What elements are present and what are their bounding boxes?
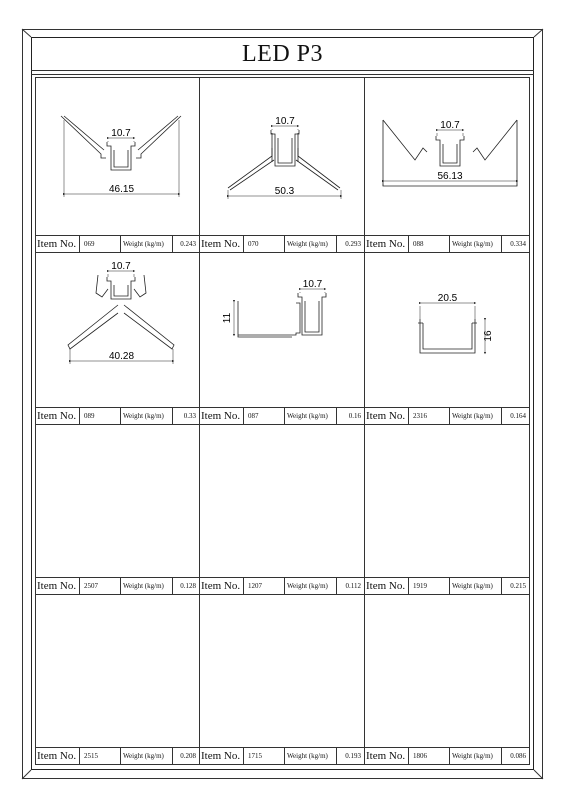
- item-no-value: 2515: [80, 748, 121, 764]
- weight-label: Weight (kg/m): [121, 748, 173, 764]
- weight-value: 0.112: [345, 582, 361, 590]
- profile-info-row: [36, 577, 199, 594]
- profile-info-row: [200, 577, 364, 594]
- weight-value: 0.128: [180, 582, 196, 590]
- weight-label: Weight (kg/m): [450, 578, 502, 594]
- item-no-label: Item No.: [200, 748, 244, 764]
- profile-cell: [200, 253, 365, 425]
- weight-label: Weight (kg/m): [285, 236, 337, 252]
- weight-label: Weight (kg/m): [121, 408, 173, 424]
- profile-cell: [365, 595, 530, 765]
- weight-label: Weight (kg/m): [121, 236, 173, 252]
- dimension-label: 10.7: [275, 116, 295, 127]
- dimension-label: 56.13: [437, 171, 463, 182]
- item-no-value: 087: [244, 408, 285, 424]
- item-no-value: 089: [80, 408, 121, 424]
- dimension-label: 11: [222, 312, 233, 324]
- profile-info-row: [36, 407, 199, 424]
- item-no-label: Item No.: [365, 408, 409, 424]
- item-no-label: Item No.: [36, 748, 80, 764]
- weight-label: Weight (kg/m): [450, 408, 502, 424]
- profile-info-row: [200, 747, 364, 764]
- item-no-value: 1806: [409, 748, 450, 764]
- profile-cell: [200, 595, 365, 765]
- dimension-label: 20.5: [437, 293, 458, 304]
- item-no-value: 088: [409, 236, 450, 252]
- dimension-label: 10.7: [440, 120, 460, 131]
- profile-cell: [35, 595, 200, 765]
- page-title: LED P3: [242, 41, 323, 67]
- dimension-label: 16: [483, 330, 494, 342]
- profile-info-row: [200, 235, 364, 252]
- item-no-value: 2316: [409, 408, 450, 424]
- item-no-label: Item No.: [365, 748, 409, 764]
- profile-cell: [365, 253, 530, 425]
- profile-drawing: [365, 595, 530, 749]
- weight-label: Weight (kg/m): [285, 578, 337, 594]
- profile-cell: [200, 77, 365, 253]
- profile-info-row: [365, 577, 529, 594]
- item-no-value: 1919: [409, 578, 450, 594]
- profile-info-row: [36, 235, 199, 252]
- profile-drawing: [200, 253, 365, 409]
- profile-info-row: [365, 235, 529, 252]
- profile-drawing: [365, 78, 530, 238]
- weight-value: 0.208: [180, 752, 196, 760]
- profile-info-row: [36, 747, 199, 764]
- profile-cell: [35, 253, 200, 425]
- weight-value: 0.193: [345, 752, 361, 760]
- profile-info-row: [365, 747, 529, 764]
- profile-grid: [35, 77, 530, 765]
- profile-cell: [200, 425, 365, 595]
- weight-label: Weight (kg/m): [285, 408, 337, 424]
- profile-info-row: [200, 407, 364, 424]
- profile-cell: [35, 77, 200, 253]
- profile-drawing: [200, 78, 365, 238]
- item-no-value: 069: [80, 236, 121, 252]
- weight-label: Weight (kg/m): [450, 748, 502, 764]
- weight-value: 0.334: [510, 240, 526, 248]
- dimension-label: 10.7: [111, 261, 131, 272]
- profile-cell: [365, 77, 530, 253]
- weight-value: 0.086: [510, 752, 526, 760]
- profile-drawing: [36, 253, 201, 409]
- item-no-label: Item No.: [36, 578, 80, 594]
- weight-value: 0.16: [348, 412, 361, 420]
- item-no-label: Item No.: [36, 236, 80, 252]
- profile-drawing: [36, 425, 201, 579]
- weight-value: 0.33: [183, 412, 196, 420]
- weight-label: Weight (kg/m): [450, 236, 502, 252]
- weight-value: 0.215: [510, 582, 526, 590]
- item-no-label: Item No.: [36, 408, 80, 424]
- profile-drawing: [36, 78, 201, 238]
- profile-cell: [35, 425, 200, 595]
- profile-drawing: [200, 425, 365, 579]
- item-no-label: Item No.: [200, 408, 244, 424]
- dimension-label: 10.7: [111, 128, 131, 139]
- dimension-label: 50.3: [274, 186, 295, 197]
- weight-label: Weight (kg/m): [285, 748, 337, 764]
- item-no-label: Item No.: [200, 236, 244, 252]
- item-no-label: Item No.: [200, 578, 244, 594]
- profile-cell: [365, 425, 530, 595]
- item-no-label: Item No.: [365, 578, 409, 594]
- dimension-label: 40.28: [108, 351, 135, 362]
- profile-drawing: [200, 595, 365, 749]
- weight-value: 0.164: [510, 412, 526, 420]
- profile-info-row: [365, 407, 529, 424]
- dimension-label: 10.7: [302, 279, 323, 290]
- weight-label: Weight (kg/m): [121, 578, 173, 594]
- item-no-label: Item No.: [365, 236, 409, 252]
- item-no-value: 2507: [80, 578, 121, 594]
- weight-value: 0.243: [180, 240, 196, 248]
- item-no-value: 1715: [244, 748, 285, 764]
- dimension-label: 46.15: [108, 184, 135, 195]
- title-divider: [31, 70, 534, 71]
- profile-drawing: [365, 425, 530, 579]
- weight-value: 0.293: [345, 240, 361, 248]
- profile-drawing: [365, 253, 530, 409]
- title-divider-2: [31, 74, 534, 75]
- item-no-value: 070: [244, 236, 285, 252]
- item-no-value: 1207: [244, 578, 285, 594]
- profile-drawing: [36, 595, 201, 749]
